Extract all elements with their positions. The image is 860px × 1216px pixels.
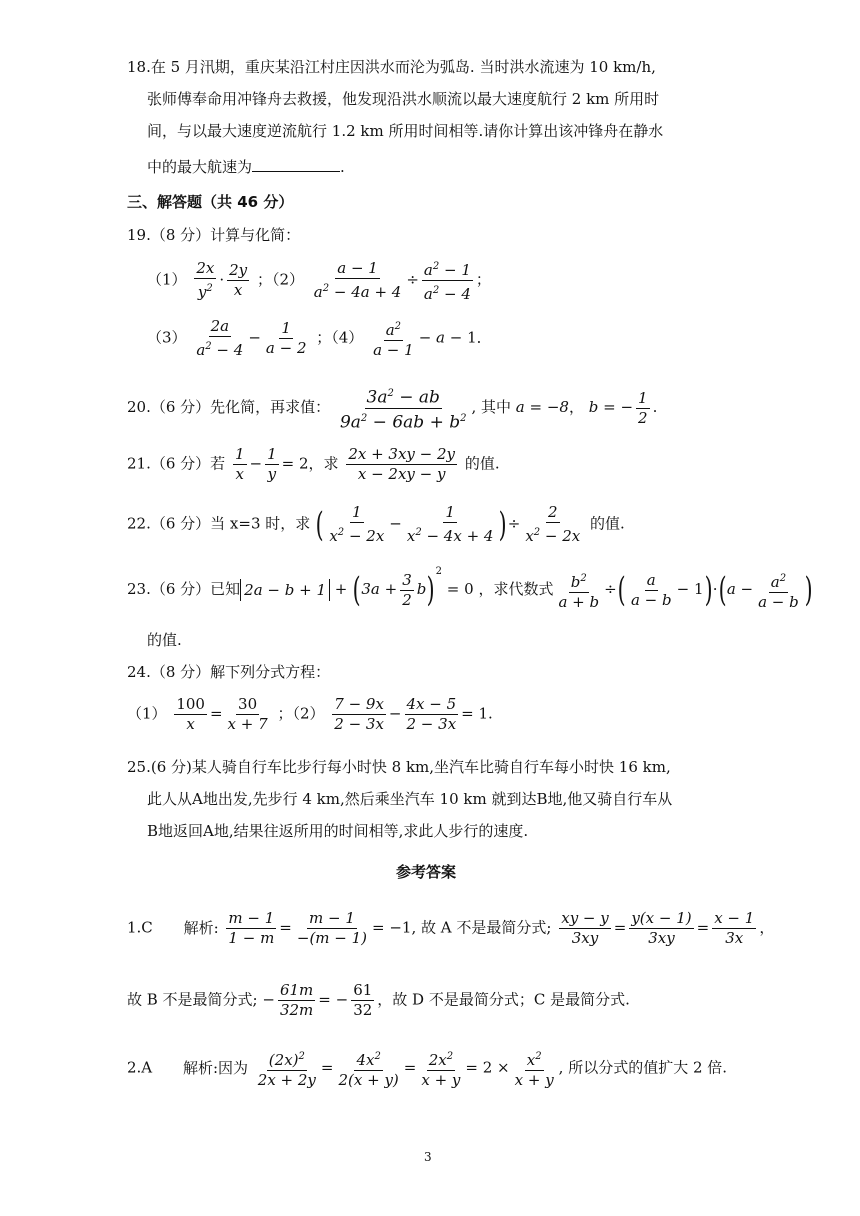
page-number: 3	[424, 1150, 432, 1164]
part-label: ；（2）	[256, 270, 304, 289]
answer-1-row2: 故 B 不是最简分式; − $\frac{61m}{32m}$ = − $\frac{61}{32}$ ，故 D 不是最简分式；C 是最简分式.	[127, 981, 630, 1019]
q20-stem: 20.（6 分）先化简，再求值：	[127, 398, 331, 417]
answer-1-row1: 1.C 解析: $\frac{m - 1}{1 - m}$ = $\frac{m - 1}{-(m - 1)}$ = −1, 故 A 不是最简分式; $\frac{xy - y}{3xy}$ = $\frac{y(x - 1)}{3xy}$ = $\frac{x - 1}{3x}$ ，	[127, 909, 775, 947]
answer-blank[interactable]	[252, 157, 340, 172]
fraction: $\frac{1}{2}$	[638, 388, 648, 427]
q25-line1: 25.(6 分)某人骑自行车比步行每小时快 8 km,坐汽车比骑自行车每小时快 16 km,	[127, 758, 671, 776]
q18-line2: 张师傅奉命用冲锋舟去救援，他发现沿洪水顺流以最大速度航行 2 km 所用时	[147, 90, 660, 108]
answer-text: ，故 D 不是最简分式；C 是最简分式.	[377, 990, 630, 1009]
answer-label: 1.C	[127, 918, 153, 937]
q21-stem: 21.（6 分）若	[127, 454, 226, 473]
answer-text: 解析:因为	[182, 1058, 248, 1077]
fraction: $\frac{1}{y}$	[267, 445, 277, 483]
fraction: $\frac{30}{x + 7}$	[227, 695, 268, 733]
fraction: $\frac{xy - y}{3xy}$	[561, 909, 609, 947]
fraction: $\frac{a - 1}{a^2 - 4a + 4}$	[313, 259, 402, 301]
q20-cond-b: b = −	[588, 398, 634, 417]
fraction: $\frac{4x - 5}{2 - 3x}$	[406, 695, 457, 733]
fraction: $\frac{x^2}{x + y}$	[513, 1048, 556, 1089]
part-label: （3）	[147, 328, 187, 347]
q20-mid: , 其中	[471, 398, 516, 417]
q18-line3: 间，与以最大速度逆流航行 1.2 km 所用时间相等.请你计算出该冲锋舟在静水	[147, 122, 664, 140]
fraction: $\frac{a}{a - b}$	[630, 570, 672, 609]
q19-row2: （3） $\frac{2a}{a^2 - 4}$ − $\frac{1}{a - 2}$ ；（4） $\frac{a^2}{a - 1}$ − a − 1．	[147, 317, 492, 359]
fraction: $\frac{2}{x^2 - 2x}$	[525, 503, 581, 545]
part-label: （1）	[127, 704, 167, 723]
fraction: $\frac{1}{x^2 - 4x + 4}$	[406, 503, 494, 545]
q23: 23.（6 分）已知 2a − b + 1 + (3a + $\frac{3}{2}$ b)$^2$ = 0 ，求代数式 $\frac{b^2}{a + b}$ ÷( $\frac{a}{a - b}$ − 1)·(a − $\frac{a^2}{a - b}$ )	[127, 566, 813, 611]
fraction: $\frac{y(x - 1)}{3xy}$	[631, 909, 692, 947]
fraction: $\frac{a^2}{a - b}$	[756, 570, 801, 611]
section-heading: 三、解答题（共 46 分）	[127, 193, 294, 211]
part-label: ；（4）	[316, 328, 364, 347]
answer-2: 2.A 解析:因为 $\frac{(2x)^2}{2x + 2y}$ = $\frac{4x^2}{2(x + y)}$ = $\frac{2x^2}{x + y}$ = 2 × $\frac{x^2}{x + y}$ , 所以分式的值扩大 2 倍.	[127, 1048, 727, 1089]
q20-cond-a: a = −8	[515, 398, 569, 417]
fraction: $\frac{2a}{a^2 - 4}$	[196, 317, 244, 359]
q23-stem: 23.（6 分）已知	[127, 580, 241, 598]
answer-text: 解析:	[183, 918, 219, 937]
q21-mid: ，求	[308, 454, 339, 473]
q18-line1: 18.在 5 月汛期，重庆某沿江村庄因洪水而沦为弧岛. 当时洪水流速为 10 km/h,	[127, 58, 656, 76]
fraction: $\frac{x - 1}{3x}$	[714, 909, 755, 947]
q21: 21.（6 分）若 $\frac{1}{x}$ − $\frac{1}{y}$ = 2，求 $\frac{2x + 3xy - 2y}{x - 2xy - y}$ 的值.	[127, 445, 500, 483]
fraction: $\frac{2x^2}{x + y}$	[419, 1048, 462, 1089]
fraction: $\frac{2y}{x}$	[229, 261, 248, 299]
part-label: ；（2）	[277, 704, 325, 723]
q23-line2: 的值.	[147, 631, 182, 649]
answer-label: 2.A	[127, 1058, 153, 1077]
q24-row: （1） $\frac{100}{x}$ = $\frac{30}{x + 7}$ ；（2） $\frac{7 - 9x}{2 - 3x}$ − $\frac{4x - 5}{2 - 3x}$ = 1.	[127, 695, 493, 733]
fraction: $\frac{1}{x}$	[234, 445, 245, 483]
answer-text: , 故 A 不是最简分式;	[411, 918, 552, 937]
q19-row1: （1） $\frac{2x}{y^2}$ · $\frac{2y}{x}$ ；（2） $\frac{a - 1}{a^2 - 4a + 4}$ ÷ $\frac{a^2 - 1}{a^2 - 4}$ ；	[147, 259, 491, 303]
fraction: $\frac{m - 1}{-(m - 1)}$	[296, 909, 368, 947]
fraction: $\frac{100}{x}$	[176, 695, 205, 733]
fraction: $\frac{2x}{y^2}$	[196, 259, 215, 301]
q24-stem: 24.（8 分）解下列分式方程：	[127, 663, 331, 681]
q18-line4	[147, 157, 345, 177]
fraction: $\frac{3}{2}$	[402, 570, 412, 609]
q20: 20.（6 分）先化简，再求值： $\frac{3a^2 - ab}{9a^2 - 6ab + b^2}$ , 其中 a = −8， b = − $\frac{1}{2}$ .	[127, 385, 657, 431]
q22-stem: 22.（6 分）当 x=3 时，求	[127, 514, 311, 533]
q22-end: 的值.	[590, 514, 625, 533]
fraction: $\frac{7 - 9x}{2 - 3x}$	[334, 695, 384, 733]
fraction: $\frac{61}{32}$	[353, 981, 373, 1019]
fraction: $\frac{m - 1}{1 - m}$	[228, 909, 275, 947]
punct: .	[488, 704, 493, 723]
fraction: $\frac{a^2 - 1}{a^2 - 4}$	[422, 258, 473, 303]
q25-line3: B地返回A地,结果往返所用的时间相等,求此人步行的速度.	[147, 822, 529, 840]
answer-text: 故 B 不是最简分式;	[127, 990, 258, 1009]
part-label: （1）	[147, 270, 187, 289]
q25-line2: 此人从A地出发,先步行 4 km,然后乘坐汽车 10 km 就到达B地,他又骑自行车从	[147, 790, 673, 808]
fraction: $\frac{3a^2 - ab}{9a^2 - 6ab + b^2}$	[338, 385, 469, 431]
fraction: $\frac{(2x)^2}{2x + 2y}$	[256, 1048, 318, 1089]
q18-line4-end: .	[340, 158, 345, 176]
answers-title: 参考答案	[396, 863, 457, 881]
q22: 22.（6 分）当 x=3 时，求 ( $\frac{1}{x^2 - 2x}$ − $\frac{1}{x^2 - 4x + 4}$ )÷ $\frac{2}{x^2 - 2x}$ 的值.	[127, 503, 625, 545]
q23-mid: = 0 ，求代数式	[446, 580, 554, 598]
fraction: $\frac{4x^2}{2(x + y)}$	[336, 1048, 400, 1089]
fraction: $\frac{1}{a - 2}$	[265, 319, 307, 357]
q18-line4-text: 中的最大航速为	[147, 158, 253, 176]
fraction: $\frac{b^2}{a + b}$	[556, 570, 601, 611]
punct: ；	[475, 270, 491, 289]
q19-stem: 19.（8 分）计算与化简：	[127, 226, 301, 244]
fraction: $\frac{2x + 3xy - 2y}{x - 2xy - y}$	[348, 445, 456, 483]
fraction: $\frac{a^2}{a - 1}$	[371, 318, 416, 359]
fraction: $\frac{1}{x^2 - 2x}$	[329, 503, 385, 545]
answer-text: , 所以分式的值扩大 2 倍.	[558, 1058, 728, 1077]
punct: ．	[476, 328, 492, 347]
q21-end: 的值.	[464, 454, 500, 473]
fraction: $\frac{61m}{32m}$	[279, 981, 314, 1019]
